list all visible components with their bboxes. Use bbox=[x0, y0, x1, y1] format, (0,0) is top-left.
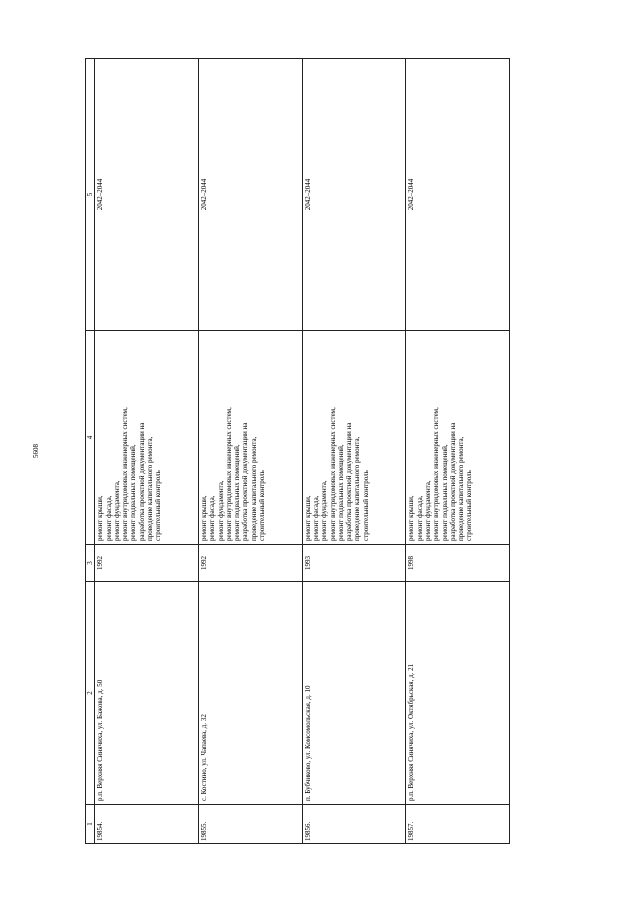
column-header: 3 bbox=[86, 545, 95, 582]
work-item: ремонт внутридомовых инженерных систем, bbox=[328, 407, 337, 541]
row-number: 19855. bbox=[198, 805, 302, 844]
work-item: разработка проектной документации на bbox=[241, 422, 250, 541]
work-item: строительный контроль bbox=[465, 470, 474, 541]
column-header: 4 bbox=[86, 331, 95, 545]
row-number: 19854. bbox=[95, 805, 199, 844]
column-header: 5 bbox=[86, 59, 95, 331]
works-cell bbox=[95, 331, 199, 545]
works-cell bbox=[198, 331, 302, 545]
column-number-row bbox=[86, 59, 95, 844]
work-item: ремонт крыши, bbox=[96, 495, 105, 541]
work-item: строительный контроль bbox=[154, 470, 163, 541]
address-cell: с. Костино, ул. Чапаева, д. 32 bbox=[198, 582, 302, 805]
work-item: ремонт крыши, bbox=[303, 495, 312, 541]
work-item: ремонт подвальных помещений, bbox=[129, 444, 138, 541]
work-item: ремонт внутридомовых инженерных систем, bbox=[432, 407, 441, 541]
work-item: ремонт внутридомовых инженерных систем, bbox=[224, 407, 233, 541]
period-cell: 2042–2044 bbox=[198, 59, 302, 331]
repair-schedule-table bbox=[85, 58, 510, 844]
work-item: строительный контроль bbox=[361, 470, 370, 541]
works-cell bbox=[302, 331, 406, 545]
column-header: 2 bbox=[86, 582, 95, 805]
address-cell: р.п. Верхняя Синячиха, ул. Октябрьская, д. 21 bbox=[406, 582, 510, 805]
work-item: ремонт фасада, bbox=[104, 495, 113, 541]
work-item: ремонт фасада, bbox=[415, 495, 424, 541]
repair-schedule-table-wrapper bbox=[85, 84, 510, 844]
work-item: ремонт подвальных помещений, bbox=[233, 444, 242, 541]
year-cell: 1998 bbox=[406, 545, 510, 582]
year-cell: 1992 bbox=[198, 545, 302, 582]
work-item: проведение капитального ремонта, bbox=[457, 436, 466, 541]
work-item: ремонт внутридомовых инженерных систем, bbox=[121, 407, 130, 541]
page-number: 5608 bbox=[32, 444, 40, 458]
period-cell: 2042–2044 bbox=[95, 59, 199, 331]
work-item: ремонт крыши, bbox=[407, 495, 416, 541]
work-item: ремонт фундамента, bbox=[423, 480, 432, 541]
address-cell: п. Бубчиково, ул. Комсомольская, д. 10 bbox=[302, 582, 406, 805]
row-number: 19856. bbox=[302, 805, 406, 844]
work-item: ремонт подвальных помещений, bbox=[336, 444, 345, 541]
work-item: ремонт фундамента, bbox=[112, 480, 121, 541]
year-cell: 1993 bbox=[302, 545, 406, 582]
work-item: ремонт подвальных помещений, bbox=[440, 444, 449, 541]
period-cell: 2042–2044 bbox=[302, 59, 406, 331]
work-item: разработка проектной документации на bbox=[137, 422, 146, 541]
row-number: 19857. bbox=[406, 805, 510, 844]
year-cell: 1992 bbox=[95, 545, 199, 582]
table-row bbox=[95, 59, 199, 844]
period-cell: 2042–2044 bbox=[406, 59, 510, 331]
column-header: 1 bbox=[86, 805, 95, 844]
work-item: ремонт фундамента, bbox=[320, 480, 329, 541]
work-item: ремонт фасада, bbox=[208, 495, 217, 541]
table-row bbox=[302, 59, 406, 844]
table-row bbox=[198, 59, 302, 844]
work-item: проведение капитального ремонта, bbox=[353, 436, 362, 541]
work-item: ремонт фасада, bbox=[311, 495, 320, 541]
works-cell bbox=[406, 331, 510, 545]
table-row bbox=[406, 59, 510, 844]
work-item: разработка проектной документации на bbox=[448, 422, 457, 541]
work-item: ремонт фундамента, bbox=[216, 480, 225, 541]
work-item: разработка проектной документации на bbox=[345, 422, 354, 541]
work-item: ремонт крыши, bbox=[199, 495, 208, 541]
work-item: проведение капитального ремонта, bbox=[249, 436, 258, 541]
address-cell: р.п. Верхняя Синячиха, ул. Бажова, д. 50 bbox=[95, 582, 199, 805]
work-item: строительный контроль bbox=[258, 470, 267, 541]
work-item: проведение капитального ремонта, bbox=[146, 436, 155, 541]
